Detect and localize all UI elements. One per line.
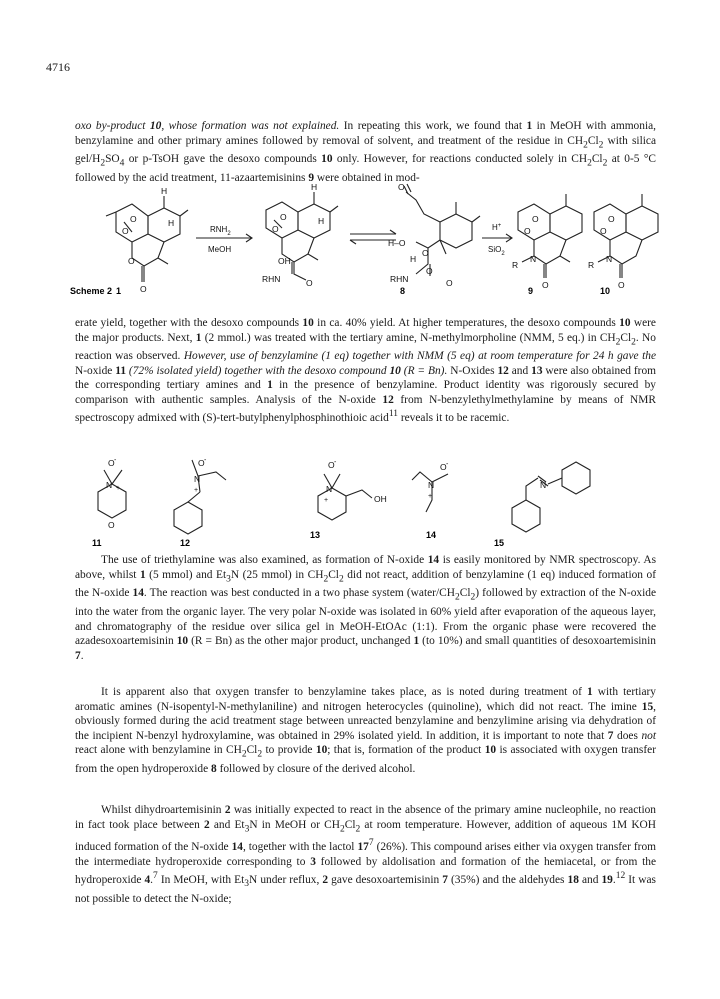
scheme-label: Scheme 2 [70, 286, 113, 296]
atom-label: N [428, 480, 435, 490]
atom-label: O [398, 182, 405, 192]
atom-label: RHN [390, 274, 409, 284]
atom-label: N [106, 480, 113, 490]
atom-label: O [608, 214, 615, 224]
atom-label: - [334, 459, 337, 466]
atom-label: O [532, 214, 539, 224]
atom-label: O [128, 256, 135, 266]
reagent-rnh2: $RNH_2$ [210, 225, 231, 237]
reagent-acid: H+ [492, 223, 502, 232]
compound-number: 14 [426, 530, 437, 540]
reagent-sio2: SiO$_2$ [488, 245, 505, 257]
atom-label: + [428, 493, 433, 500]
atom-label: O [542, 280, 549, 290]
compound-number: 13 [310, 530, 321, 540]
paragraph-3: The use of triethylamine was also examined, as formation of N-oxide 14 is easily monitored by NMR spectroscopy. As above, whilst 1 (5 mmol) and $Et_3N$ (25 mmol) in $CH_2Cl_2$ did not react, addition of benzylamine (1 eq) induced formation of the N-oxide 14. The reaction was best conducted in a two phase system $(water/CH_2Cl_2)$ followed by extraction of the N-oxide into the water from the organic layer. The very polar N-oxide was isolated in 60% yield after evaporation of the aqueous layer, and chromatography of the residue over silica gel in MeOH-EtOAc (1:1). From the organic phase were recovered the azadesoxoartemisinin 10 (R = Bn) as the other major product, unchanged 1 (to 10%) and small quantities of desoxoartemisinin 7. [75, 554, 657, 662]
compound-number: 10 [600, 286, 611, 296]
atom-label: + [324, 497, 329, 504]
atom-label: OH [278, 256, 291, 266]
atom-label: O [446, 278, 453, 288]
atom-label: O [306, 278, 313, 288]
atom-label: R [588, 260, 595, 270]
atom-label: O [426, 266, 433, 276]
atom-label: O [600, 226, 607, 236]
atom-label: H [311, 182, 318, 192]
atom-label: + [116, 485, 121, 492]
n-oxide-structures [70, 452, 630, 548]
atom-label: O [130, 214, 137, 224]
atom-label: O [328, 460, 335, 470]
compound-number: 1 [116, 286, 122, 296]
atom-label: O [524, 226, 531, 236]
compound-number: 12 [180, 538, 191, 548]
atom-label: O [108, 458, 115, 468]
paragraph-1: oxo by-product 10, whose formation was not explained. In repeating this work, we found that 1 in MeOH with ammonia, benzylamine and other primary amines followed by removal of solvent, and treatment of the residue in $CH_2Cl_2$ with silica gel/$H_2SO_4$ or p-TsOH gave the desoxo compounds 10 only. However, for reactions conducted solely in $CH_2Cl_2$ at 0-5 °C followed by the acid treatment, 11-azaartemisinins 9 were obtained in mod- [75, 120, 657, 185]
atom-label: RHN [262, 274, 281, 284]
compound-number: 15 [494, 538, 505, 548]
scheme-2 [70, 182, 670, 304]
atom-label: H [410, 254, 417, 264]
atom-label: O [422, 248, 429, 258]
atom-label: O [140, 284, 147, 294]
page-number: 4716 [46, 60, 70, 74]
compound-number: 8 [400, 286, 406, 296]
atom-label: N [606, 254, 613, 264]
atom-label: H–O [388, 238, 406, 248]
atom-label: OH [374, 494, 387, 504]
atom-label: O [122, 226, 129, 236]
atom-label: O [198, 458, 205, 468]
atom-label: - [446, 461, 449, 468]
atom-label: + [194, 487, 199, 494]
atom-label: N [540, 480, 547, 490]
atom-label: N [326, 484, 333, 494]
atom-label: O [272, 224, 279, 234]
atom-label: - [114, 457, 117, 464]
atom-label: H [168, 218, 175, 228]
atom-label: O [440, 462, 447, 472]
reagent-meoh: MeOH [208, 245, 232, 254]
atom-label: N [530, 254, 537, 264]
paragraph-5: Whilst dihydroartemisinin 2 was initially expected to react in the absence of the primary amine nucleophile, no reaction in fact took place between 2 and $Et_3N$ in MeOH or $CH_2Cl_2$ at room temperature. However, addition of aqueous 1M KOH induced formation of the N-oxide 14, together with the lactol $17^7$ (26%). This compound arises either via oxygen transfer from the intermediate hydroperoxide corresponding to 3 followed by aldolisation and formation of the hemiacetal, or from the hydroperoxide 4.$^7$ In MeOH, with $Et_3N$ under reflux, 2 gave desoxoartemisinin 7 (35%) and the aldehydes 18 and 19.12 It was not possible to detect the N-oxide; [75, 804, 657, 905]
atom-label: O [108, 520, 115, 530]
compound-number: 9 [528, 286, 534, 296]
paragraph-2: erate yield, together with the desoxo compounds 10 in ca. 40% yield. At higher temperatures, the desoxo compounds 10 were the major products. Next, 1 (2 mmol.) was treated with the tertiary amine, N-methylmorpholine (NMM, 5 eq.) in $CH_2Cl_2$. No reaction was observed. However, use of benzylamine (1 eq) together with NMM (5 eq) at room temperature for 24 h gave the N-oxide 11 (72% isolated yield) together with the desoxo compound 10 (R = Bn). N-Oxides 12 and 13 were also obtained from the corresponding tertiary amines and 1 in the presence of benzylamine. Product identity was rigorously secured by comparison with authentic samples. Analysis of the N-oxide 12 from N-benzylethylmethylamine by means of NMR spectroscopy admixed with (S)-tert-butylphenylphosphinothioic acid$^{11}$ reveals it to be racemic. [75, 317, 657, 425]
atom-label: O [618, 280, 625, 290]
atom-label: R [512, 260, 519, 270]
atom-label: H [318, 216, 325, 226]
compound-number: 11 [92, 538, 102, 548]
atom-label: H [161, 186, 168, 196]
atom-label: N [194, 474, 201, 484]
atom-label: - [204, 457, 207, 464]
atom-label: O [280, 212, 287, 222]
paragraph-4: It is apparent also that oxygen transfer to benzylamine takes place, as is noted during treatment of 1 with tertiary aromatic amines (N-isopentyl-N-methylaniline) and nitrogen heterocycles (quinoline), which did not react. The imine 15, obviously formed during the acid treatment stage between unreacted benzylamine and benzylimine arising via dehydration of the incipient N-benzyl hydroxylamine, was obtained in 29% isolated yield. In addition, it is important to note that 7 does not react alone with benzylamine in $CH_2Cl_2$ to provide 10; that is, formation of the product 10 is associated with oxygen transfer from the open hydroperoxide 8 followed by closure of the derived alcohol. [75, 686, 656, 775]
